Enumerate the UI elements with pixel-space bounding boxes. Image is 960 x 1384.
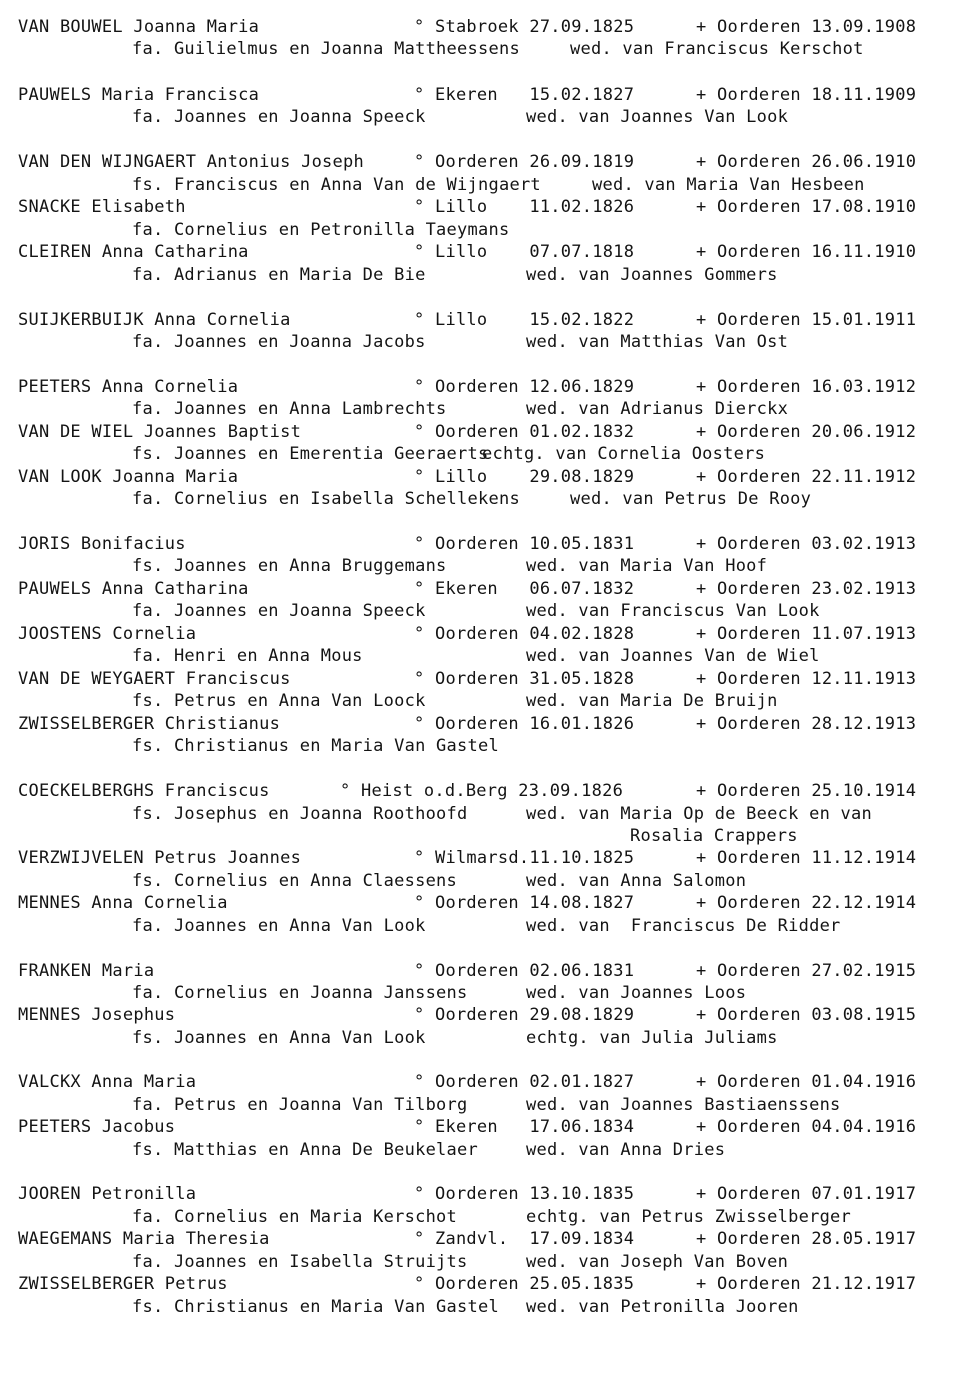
- death-info: + Oorderen 21.12.1917: [696, 1274, 917, 1294]
- record-name-line: [18, 1228, 917, 1250]
- record-name-line: [18, 151, 917, 173]
- marital-relation: wed. van Anna Salomon: [526, 871, 747, 891]
- parents: fa. Joannes en Isabella Struijts: [132, 1252, 468, 1272]
- record-name-line: [18, 241, 917, 263]
- person-name: VAN DE WIEL Joannes Baptist: [18, 422, 302, 442]
- parents: fa. Joannes en Joanna Jacobs: [132, 332, 426, 352]
- person-name: JOOSTENS Cornelia: [18, 624, 197, 644]
- record-detail-line: [18, 1027, 778, 1049]
- record-detail-line: [18, 443, 766, 465]
- record-name-line: [18, 892, 917, 914]
- birth-info: ° Ekeren 06.07.1832: [414, 579, 635, 599]
- death-info: + Oorderen 03.02.1913: [696, 534, 917, 554]
- marital-relation: wed. van Maria De Bruijn: [526, 691, 778, 711]
- person-name: SNACKE Elisabeth: [18, 197, 186, 217]
- birth-info: ° Zandvl. 17.09.1834: [414, 1229, 635, 1249]
- birth-info: ° Oorderen 02.01.1827: [414, 1072, 635, 1092]
- person-name: VAN DEN WIJNGAERT Antonius Joseph: [18, 152, 365, 172]
- record-detail-line: [18, 219, 510, 241]
- record-name-line: [18, 533, 917, 555]
- person-name: PAUWELS Anna Catharina: [18, 579, 249, 599]
- record-name-line: [18, 1071, 917, 1093]
- death-info: + Oorderen 01.04.1916: [696, 1072, 917, 1092]
- record-name-line: [18, 668, 917, 690]
- parents: fa. Guilielmus en Joanna Mattheessens: [132, 39, 520, 59]
- marital-relation-continued: Rosalia Crappers: [630, 826, 798, 846]
- record-name-line: [18, 1004, 917, 1026]
- parents: fa. Cornelius en Joanna Janssens: [132, 983, 468, 1003]
- marital-relation: echtg. van Cornelia Oosters: [482, 444, 766, 464]
- record-detail-line: [18, 803, 873, 825]
- marital-relation: wed. van Petronilla Jooren: [526, 1297, 799, 1317]
- marital-relation: wed. van Petrus De Rooy: [570, 489, 812, 509]
- death-info: + Oorderen 27.02.1915: [696, 961, 917, 981]
- parents: fs. Josephus en Joanna Roothoofd: [132, 804, 468, 824]
- death-info: + Oorderen 04.04.1916: [696, 1117, 917, 1137]
- birth-info: ° Oorderen 02.06.1831: [414, 961, 635, 981]
- death-info: + Oorderen 26.06.1910: [696, 152, 917, 172]
- record-name-line: [18, 84, 917, 106]
- record-detail-line: [18, 600, 820, 622]
- marital-relation: wed. van Maria Van Hesbeen: [592, 175, 865, 195]
- record-name-line: [18, 376, 917, 398]
- death-info: + Oorderen 12.11.1913: [696, 669, 917, 689]
- birth-info: ° Oorderen 01.02.1832: [414, 422, 635, 442]
- person-name: MENNES Josephus: [18, 1005, 176, 1025]
- birth-info: ° Lillo 11.02.1826: [414, 197, 635, 217]
- birth-info: ° Oorderen 25.05.1835: [414, 1274, 635, 1294]
- marital-relation: wed. van Maria Van Hoof: [526, 556, 768, 576]
- record-detail-line: [18, 735, 499, 757]
- record-detail-line: [18, 106, 789, 128]
- person-name: ZWISSELBERGER Petrus: [18, 1274, 228, 1294]
- parents: fa. Joannes en Joanna Speeck: [132, 601, 426, 621]
- death-info: + Oorderen 23.02.1913: [696, 579, 917, 599]
- marital-relation: wed. van Joannes Gommers: [526, 265, 778, 285]
- record-name-line: [18, 960, 917, 982]
- person-name: ZWISSELBERGER Christianus: [18, 714, 281, 734]
- marital-relation: wed. van Joannes Bastiaenssens: [526, 1095, 841, 1115]
- death-info: + Oorderen 22.11.1912: [696, 467, 917, 487]
- person-name: VAN DE WEYGAERT Franciscus: [18, 669, 291, 689]
- record-name-line: [18, 1116, 917, 1138]
- person-name: FRANKEN Maria: [18, 961, 155, 981]
- record-detail-line: [18, 982, 747, 1004]
- birth-info: ° Oorderen 04.02.1828: [414, 624, 635, 644]
- person-name: WAEGEMANS Maria Theresia: [18, 1229, 270, 1249]
- parents: fs. Christianus en Maria Van Gastel: [132, 1297, 499, 1317]
- death-info: + Oorderen 16.03.1912: [696, 377, 917, 397]
- parents: fa. Cornelius en Petronilla Taeymans: [132, 220, 510, 240]
- parents: fs. Franciscus en Anna Van de Wijngaert: [132, 175, 541, 195]
- death-info: + Oorderen 28.12.1913: [696, 714, 917, 734]
- death-info: + Oorderen 03.08.1915: [696, 1005, 917, 1025]
- record-name-line: [18, 578, 917, 600]
- marital-relation: wed. van Joannes Van de Wiel: [526, 646, 820, 666]
- birth-info: ° Oorderen 12.06.1829: [414, 377, 635, 397]
- death-info: + Oorderen 18.11.1909: [696, 85, 917, 105]
- marital-relation: wed. van Franciscus De Ridder: [526, 916, 841, 936]
- record-detail-line: [18, 1296, 799, 1318]
- parents: fs. Joannes en Anna Van Look: [132, 1028, 426, 1048]
- parents: fa. Joannes en Anna Van Look: [132, 916, 426, 936]
- marital-relation: wed. van Maria Op de Beeck en van: [526, 804, 873, 824]
- death-info: + Oorderen 17.08.1910: [696, 197, 917, 217]
- person-name: VERZWIJVELEN Petrus Joannes: [18, 848, 302, 868]
- birth-info: ° Oorderen 10.05.1831: [414, 534, 635, 554]
- marital-relation: wed. van Matthias Van Ost: [526, 332, 789, 352]
- birth-info: ° Oorderen 31.05.1828: [414, 669, 635, 689]
- record-detail-line: [18, 1251, 789, 1273]
- birth-info: ° Oorderen 26.09.1819: [414, 152, 635, 172]
- person-name: PAUWELS Maria Francisca: [18, 85, 260, 105]
- record-name-line: [18, 847, 917, 869]
- birth-info: ° Oorderen 13.10.1835: [414, 1184, 635, 1204]
- record-detail-line: [18, 1139, 726, 1161]
- death-info: + Oorderen 13.09.1908: [696, 17, 917, 37]
- record-detail-line: [18, 331, 789, 353]
- parents: fs. Matthias en Anna De Beukelaer: [132, 1140, 479, 1160]
- record-name-line: [18, 421, 917, 443]
- marital-relation: echtg. van Julia Juliams: [526, 1028, 778, 1048]
- birth-info: ° Stabroek 27.09.1825: [414, 17, 635, 37]
- parents: fs. Cornelius en Anna Claessens: [132, 871, 458, 891]
- parents: fa. Joannes en Anna Lambrechts: [132, 399, 447, 419]
- birth-info: ° Oorderen 14.08.1827: [414, 893, 635, 913]
- marital-relation: wed. van Franciscus Kerschot: [570, 39, 864, 59]
- marital-relation: wed. van Joannes Loos: [526, 983, 747, 1003]
- death-info: + Oorderen 25.10.1914: [696, 781, 917, 801]
- death-info: + Oorderen 11.12.1914: [696, 848, 917, 868]
- parents: fa. Henri en Anna Mous: [132, 646, 363, 666]
- death-info: + Oorderen 15.01.1911: [696, 310, 917, 330]
- parents: fa. Cornelius en Isabella Schellekens: [132, 489, 520, 509]
- parents: fs. Joannes en Anna Bruggemans: [132, 556, 447, 576]
- record-name-line: [18, 1273, 917, 1295]
- birth-info: ° Heist o.d.Berg 23.09.1826: [340, 781, 624, 801]
- person-name: VAN LOOK Joanna Maria: [18, 467, 239, 487]
- person-name: CLEIREN Anna Catharina: [18, 242, 249, 262]
- birth-info: ° Lillo 07.07.1818: [414, 242, 635, 262]
- marital-relation: wed. van Anna Dries: [526, 1140, 726, 1160]
- person-name: MENNES Anna Cornelia: [18, 893, 228, 913]
- record-name-line: [18, 16, 917, 38]
- birth-info: ° Ekeren 15.02.1827: [414, 85, 635, 105]
- record-detail-line: [18, 398, 789, 420]
- death-info: + Oorderen 20.06.1912: [696, 422, 917, 442]
- marital-relation: wed. van Joseph Van Boven: [526, 1252, 789, 1272]
- person-name: PEETERS Anna Cornelia: [18, 377, 239, 397]
- parents: fa. Cornelius en Maria Kerschot: [132, 1207, 458, 1227]
- record-detail-line: [18, 690, 778, 712]
- parents: fs. Joannes en Emerentia Geeraerts: [132, 444, 489, 464]
- death-info: + Oorderen 22.12.1914: [696, 893, 917, 913]
- record-name-line: [18, 309, 917, 331]
- record-detail-line: [18, 1206, 852, 1228]
- death-info: + Oorderen 07.01.1917: [696, 1184, 917, 1204]
- birth-info: ° Ekeren 17.06.1834: [414, 1117, 635, 1137]
- person-name: SUIJKERBUIJK Anna Cornelia: [18, 310, 291, 330]
- birth-info: ° Oorderen 16.01.1826: [414, 714, 635, 734]
- record-detail-line: [18, 915, 841, 937]
- record-name-line: [18, 780, 917, 802]
- birth-info: ° Lillo 29.08.1829: [414, 467, 635, 487]
- record-detail-line: [18, 264, 778, 286]
- birth-info: ° Lillo 15.02.1822: [414, 310, 635, 330]
- record-name-line: [18, 623, 917, 645]
- parents: fs. Christianus en Maria Van Gastel: [132, 736, 499, 756]
- death-info: + Oorderen 11.07.1913: [696, 624, 917, 644]
- record-detail-line: [18, 555, 768, 577]
- birth-info: ° Oorderen 29.08.1829: [414, 1005, 635, 1025]
- death-info: + Oorderen 16.11.1910: [696, 242, 917, 262]
- record-detail-line: [18, 174, 865, 196]
- person-name: JORIS Bonifacius: [18, 534, 186, 554]
- parents: fa. Adrianus en Maria De Bie: [132, 265, 426, 285]
- person-name: JOOREN Petronilla: [18, 1184, 197, 1204]
- marital-relation: echtg. van Petrus Zwisselberger: [526, 1207, 852, 1227]
- marital-relation: wed. van Franciscus Van Look: [526, 601, 820, 621]
- parents: fa. Joannes en Joanna Speeck: [132, 107, 426, 127]
- person-name: COECKELBERGHS Franciscus: [18, 781, 270, 801]
- record-detail-line: [18, 825, 798, 847]
- marital-relation: wed. van Adrianus Dierckx: [526, 399, 789, 419]
- record-detail-line: [18, 488, 812, 510]
- parents: fs. Petrus en Anna Van Loock: [132, 691, 426, 711]
- record-name-line: [18, 466, 917, 488]
- record-detail-line: [18, 870, 747, 892]
- person-name: VALCKX Anna Maria: [18, 1072, 197, 1092]
- record-detail-line: [18, 38, 864, 60]
- record-detail-line: [18, 645, 820, 667]
- person-name: VAN BOUWEL Joanna Maria: [18, 17, 260, 37]
- record-name-line: [18, 196, 917, 218]
- record-name-line: [18, 713, 917, 735]
- record-name-line: [18, 1183, 917, 1205]
- person-name: PEETERS Jacobus: [18, 1117, 176, 1137]
- birth-info: ° Wilmarsd.11.10.1825: [414, 848, 635, 868]
- death-info: + Oorderen 28.05.1917: [696, 1229, 917, 1249]
- record-detail-line: [18, 1094, 841, 1116]
- parents: fa. Petrus en Joanna Van Tilborg: [132, 1095, 468, 1115]
- marital-relation: wed. van Joannes Van Look: [526, 107, 789, 127]
